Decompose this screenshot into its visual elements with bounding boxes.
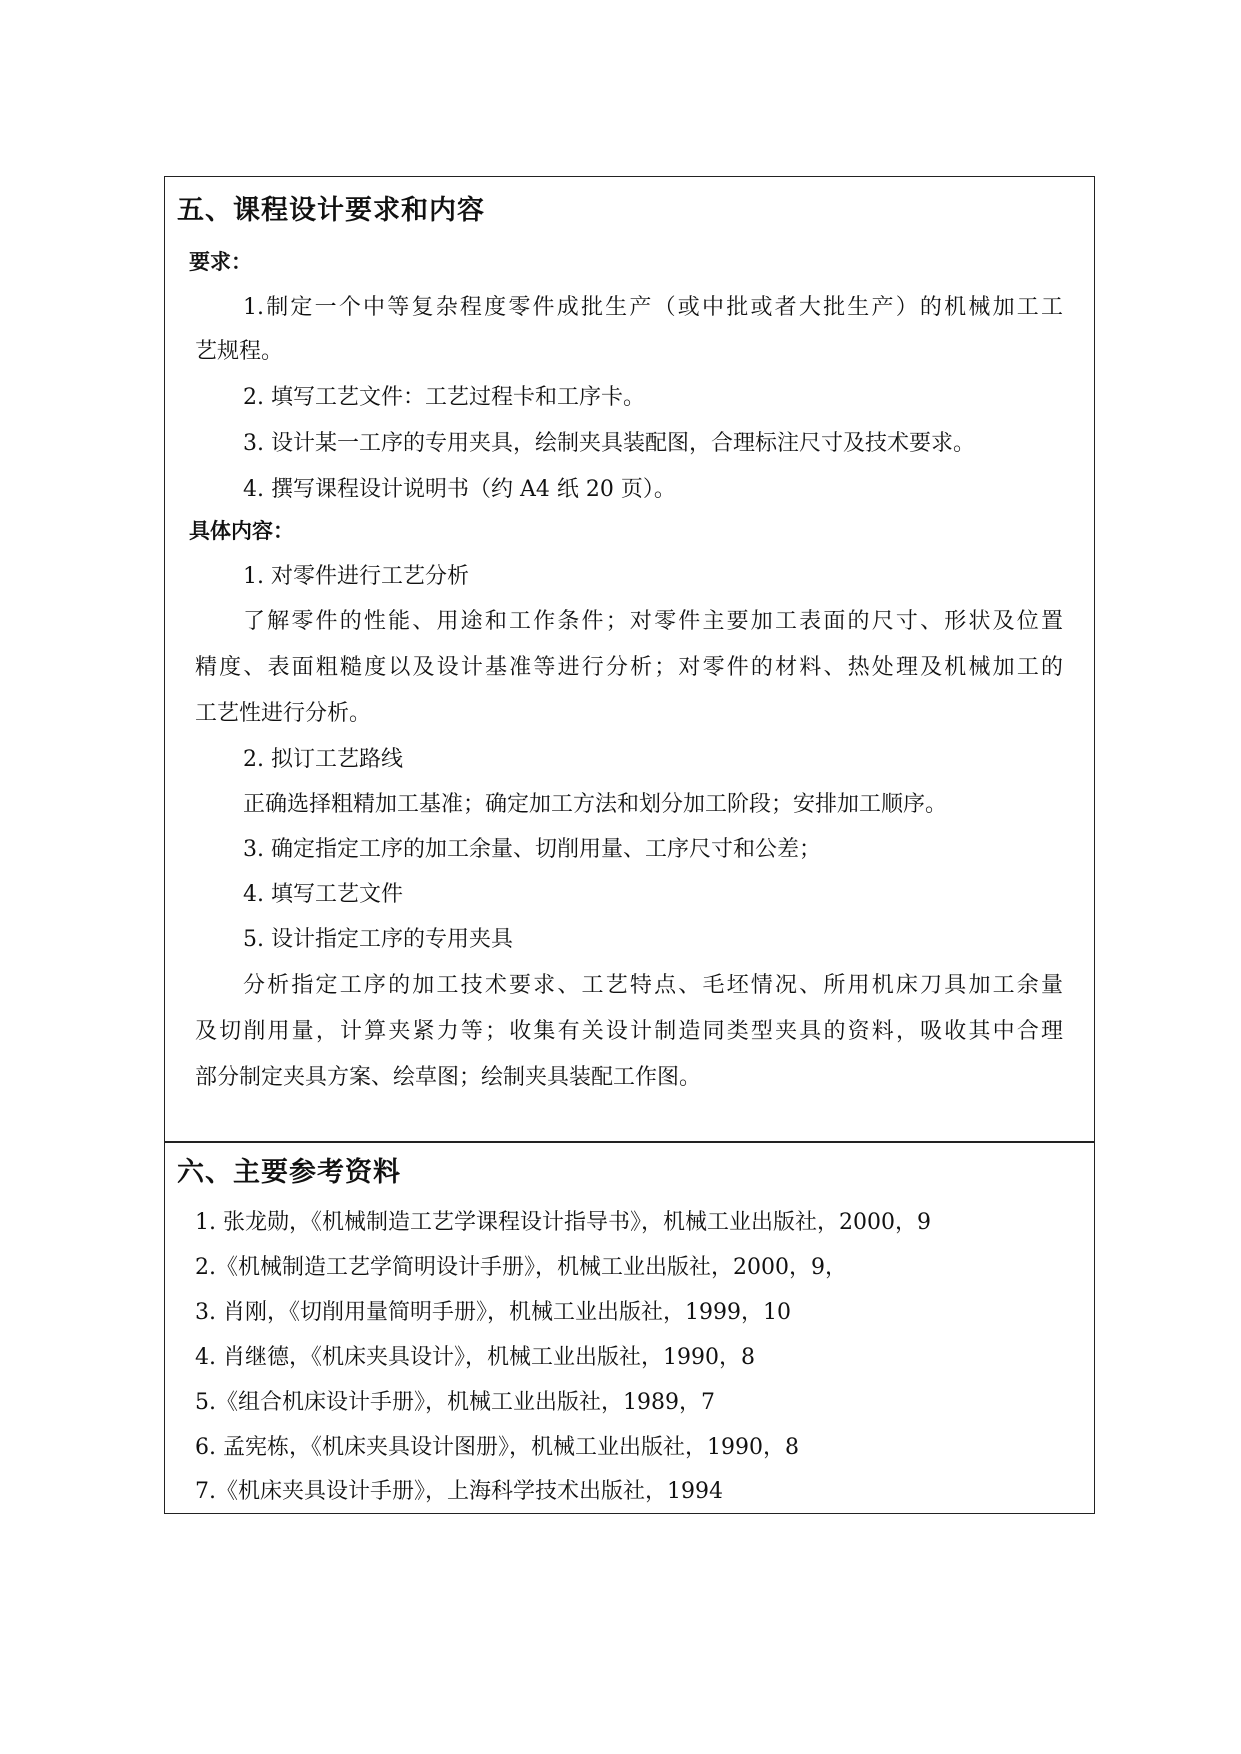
section-5-title: 五、课程设计要求和内容 xyxy=(177,195,485,226)
requirements-label: 要求： xyxy=(189,250,252,274)
reference-item-4: 4. 肖继德，《机床夹具设计》，机械工业出版社，1990，8 xyxy=(195,1345,755,1370)
reference-item-2: 2.《机械制造工艺学简明设计手册》，机械工业出版社，2000，9， xyxy=(195,1255,847,1280)
section-divider xyxy=(165,1141,1094,1143)
content-5-desc-1: 分析指定工序的加工技术要求、工艺特点、毛坯情况、所用机床刀具加工余量 xyxy=(243,973,1063,998)
requirement-1-cont: 艺规程。 xyxy=(195,339,284,364)
requirement-4: 4. 撰写课程设计说明书（约 A4 纸 20 页）。 xyxy=(243,477,676,502)
reference-item-6: 6. 孟宪栋，《机床夹具设计图册》，机械工业出版社，1990，8 xyxy=(195,1435,799,1460)
content-2-desc: 正确选择粗精加工基准；确定加工方法和划分加工阶段；安排加工顺序。 xyxy=(243,792,948,817)
content-5: 5. 设计指定工序的专用夹具 xyxy=(243,927,513,952)
content-4: 4. 填写工艺文件 xyxy=(243,882,403,907)
reference-item-3: 3. 肖刚，《切削用量简明手册》，机械工业出版社，1999，10 xyxy=(195,1300,791,1325)
section-6-title: 六、主要参考资料 xyxy=(177,1157,401,1188)
reference-item-1: 1. 张龙勋，《机械制造工艺学课程设计指导书》，机械工业出版社，2000，9 xyxy=(195,1210,931,1235)
content-5-desc-2: 及切削用量，计算夹紧力等；收集有关设计制造同类型夹具的资料，吸收其中合理 xyxy=(195,1019,1063,1044)
content-1-desc-1: 了解零件的性能、用途和工作条件；对零件主要加工表面的尺寸、形状及位置 xyxy=(243,609,1063,634)
content-1-desc-3: 工艺性进行分析。 xyxy=(195,701,372,726)
requirement-2: 2. 填写工艺文件：工艺过程卡和工序卡。 xyxy=(243,385,645,410)
requirement-1: 1.制定一个中等复杂程度零件成批生产（或中批或者大批生产）的机械加工工 xyxy=(243,295,1063,320)
content-2: 2. 拟订工艺路线 xyxy=(243,747,403,772)
document-table xyxy=(164,176,1095,1514)
content-3: 3. 确定指定工序的加工余量、切削用量、工序尺寸和公差； xyxy=(243,837,821,862)
requirement-3: 3. 设计某一工序的专用夹具，绘制夹具装配图，合理标注尺寸及技术要求。 xyxy=(243,431,975,456)
content-label: 具体内容： xyxy=(189,519,294,543)
reference-item-5: 5.《组合机床设计手册》，机械工业出版社，1989，7 xyxy=(195,1390,715,1415)
content-5-desc-3: 部分制定夹具方案、绘草图；绘制夹具装配工作图。 xyxy=(195,1065,702,1090)
content-1-desc-2: 精度、表面粗糙度以及设计基准等进行分析；对零件的材料、热处理及机械加工的 xyxy=(195,655,1063,680)
reference-item-7: 7.《机床夹具设计手册》，上海科学技术出版社，1994 xyxy=(195,1479,723,1504)
content-1: 1. 对零件进行工艺分析 xyxy=(243,564,469,589)
